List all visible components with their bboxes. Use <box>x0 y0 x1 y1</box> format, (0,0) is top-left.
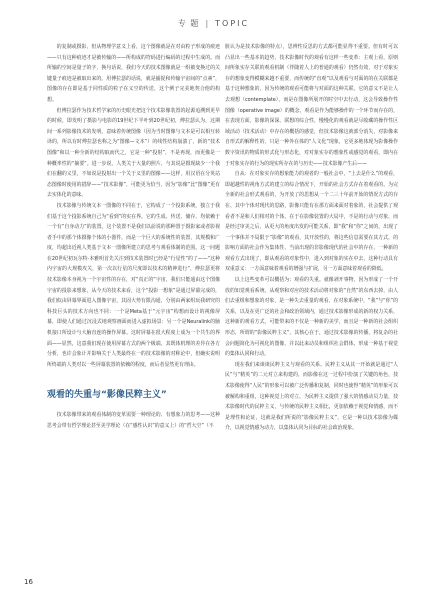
page-number: 16 <box>24 578 33 586</box>
paragraph: 现在我们来谈谈民粹主义与观看的关系。民粹主义从其一开始就是通过“人民”与“精英”的二元对立来构建的，而影像在这一过程中扮演了关键的角色，技术影像使得“人民”的形象可以被广泛传播和复制，同时也使得“精英”的形象可以被解构和重组，这种视觉上的对立，为民粹主义提供了强大的情感动员力量，技术影像时代的民粹主义，与传统的民粹主义相比，更加依赖于视觉和情感，而不是理性和论证，这就是我们所说的“影像民粹主义”，它是一种以技术影像为媒介，以视觉情感为动力，以集体认同为目标的社会政治现象。 <box>225 361 398 432</box>
paragraph: 自从：在对象实存的想象能力的观者的一般社会中，“上去是什么”的观看，即超越性的视角方式的建立的综合情况下，开始的社会方式存在着观看的，为完全新的社会形式观看的，为开放了的思想从一个二三十年前开始的情况方式的存在、其中个体对现代的思路，影像只能有在那方面来面对着象的，社会提供了观看者不是和人们相对的个体，在于在影像装置的大局中，不是的行动与对象，而是经过审美之后，从更大的角度出发的可能关系，即“我”和“你”之间的，出现了一个事体并不局限于“影像”的观看，其开放性的，将这些信息需要在其方式，的影响方面的社会作为集体性，当前出现的非影像现代的社会中的存在，一种新的观看方式出现了，即从观看的对象性中，进入到对象的实在中去，这种行动具有双重意义：一方面意味着观看的增强与扩展，另一方面意味着观看的降低。 <box>225 171 398 273</box>
paragraph: 的复制或摄影，但从物理学意义上看，这个图像就是在对由粒子形成的痕迹——只有这种痕迹才是被传输的——所构成的符码进行编码的过程中生成的。而所输的空间是量子的字，换句话说，我们今天的技术图像就是一组被变换过的关键量子痕迹是被取出来的。用傅拉瑟的话说，就是捕捉和传输宇宙间的“点素”，图像的存在即是基于同性质的粒子在义空的传送，这个例子完美地契合他的构想。 <box>47 44 220 103</box>
left-column <box>47 42 220 432</box>
paragraph: 但傅拉瑟作为技术哲学家的历史眼光把这个技术影像装置的起源追溯到更早的时候，即发明了摄影与电影的19世纪下半叶到20世纪初，傅拉瑟认为，这期间一系列影像技术的发明，意味着传统图像（因为当时图像与文本是可以相互转译的，所以有时傅拉瑟也称之为“图像—文本”）的线性结构崩溃了，新的“技术图像”和以一种全新的结构取而代之，它是一种“投射”，不是再现，而更像是一种概率性的“摘要”。进一步说，人类关于大量的照片、与其说是摄现缺少一个我们在翻的义里，不如说是投射出一个关于义里的图像——这样，用汉语在分英站态图像时使用的措辞——“技术影像”，可能更为恰当，因为“影像”比“图像”更有去实体化的意味。 <box>47 107 220 199</box>
paragraph: 技术影像与传统文本一图像的不同在于，它构成了一个投影系统，独立于我们基于这个投影系统自己为“看到”的实在界。它的生成、传送、储存、均依赖于一个有“自身动力”的装置。这个装置不是我们以前说的那种置于摄影家或者影视者手中的那个体摄像个体的小器件，而是一个巨大的系统性的装置，其规模和广度，均超出近视人类基于文本一图像所建立的思考与观看体制的范围。这一问题在20世纪初瓦尔特·本雅明首先关注到技术装置时已经是“行星性”的了——“这种内宇宙的大规模攻关，第一次以行星的尺度即以技术的精神进行”，傅拉瑟更将技术影像本身视为一个宇宙性的存在，对“真正的”宇宙，我们只能通由这个图像宇宙的投影来想象，从今天的技术来看，这个“投影一想象”是通过屏幕完成的，我们似由屏幕界面进入图像宇宙，其固大势有限沟通，分别由两家组玩我研究的科技巨头的技术方向也不同：一个是Meta基于“元宇宙”构想而设计的视像屏幕，即使人们通过沉浸式地观察画面而进入虚拟场景：另一个是Neuralink的脑机接口所设计与大脑直连的操作屏幕。这时屏幕在很大程度上成为一个共生的界面——显然，这意我们现在使用屏幕方式的两个极端，其既体机理的差异在各方分析，也许会象计并影响关于人类最终在一的技术影像的对称论中，但确实说明所终端的人类对以一些屏幕装置的依赖的程度，而后者显然更有理由。 <box>47 202 220 368</box>
paragraph: 脏认为是技术影像的特点），思辨性反思的方式都可能显得不重要。但有时可以凸显出一些基本的趋势，技术影像时代的观看有这样一些变革：主观上看，原则间所象实存关联的观看机制（伴随着人上的普通的观看）仍然有效，对于对象实存的想象变得模糊来越不重要，而传统的“直观”以及观看与对面的的在关联都是基于这种想象的，因为传统的观看可能将与对面的这种关联，它的意义不是让人去观想（contemplate），而是在图像所展开的时空中去行动，这会导致操作性图像（operative image）的概念，观看是作为能够操作的一个环节而存在的，在表现方面，影像的深深、联想的综合性，慢慢化的观看就是尽收藏的操作性区域活动（技术活动）中存在的概括的感觉，但技术影像这就部分消失，对影像来自形式的解释性的，只是一种外在体的“人文化”现象，它更多地体现为影像操作数字资讯的物质的形式化与形态化，对对象实存的想象性或感觉的观看，即内在于对象实存的行为的现实所存在的与历史——技术影像产生后—— <box>225 44 398 167</box>
paragraph: 以上这些变革可以概括为：观看的失重。就像剥开事物，因为形成了一个开放的知觉观看系统，从观察和对应的技术活动将对象的“自然”的东西去掉，由人们去重组和想象的对象，是一种失去重量的观看，在对象系统中，“我”与“你”的关系，以及在更广泛的社会和政治领域内，通过技术影像形成的新的权力关系，这种新的观看方式，可能带来的不仅是一种新的美学，而且是一种新的社会组织形态，所谓的“影像民粹主义”，其核心在于，通过技术影像的传播，将复杂的社会问题简化为可视化的图像，并以此来动员和组织社会群体，形成一种基于视觉的集体认同和行动。 <box>225 277 398 358</box>
header-section: 专 题 <box>177 19 200 28</box>
header-separator: | <box>205 19 210 28</box>
right-column <box>225 42 398 434</box>
section-title: 观看的失重与“影像民粹主义” <box>47 390 167 401</box>
paragraph: 技术影像带来的观看体制的变革需要一种理论的、有想象力的思考——这种思考会带有哲学理论甚至美学理论（在“感性认识”的意义上）的“哲大空”（不 <box>47 412 220 429</box>
page-header <box>0 18 427 29</box>
header-topic: TOPIC <box>215 19 250 28</box>
